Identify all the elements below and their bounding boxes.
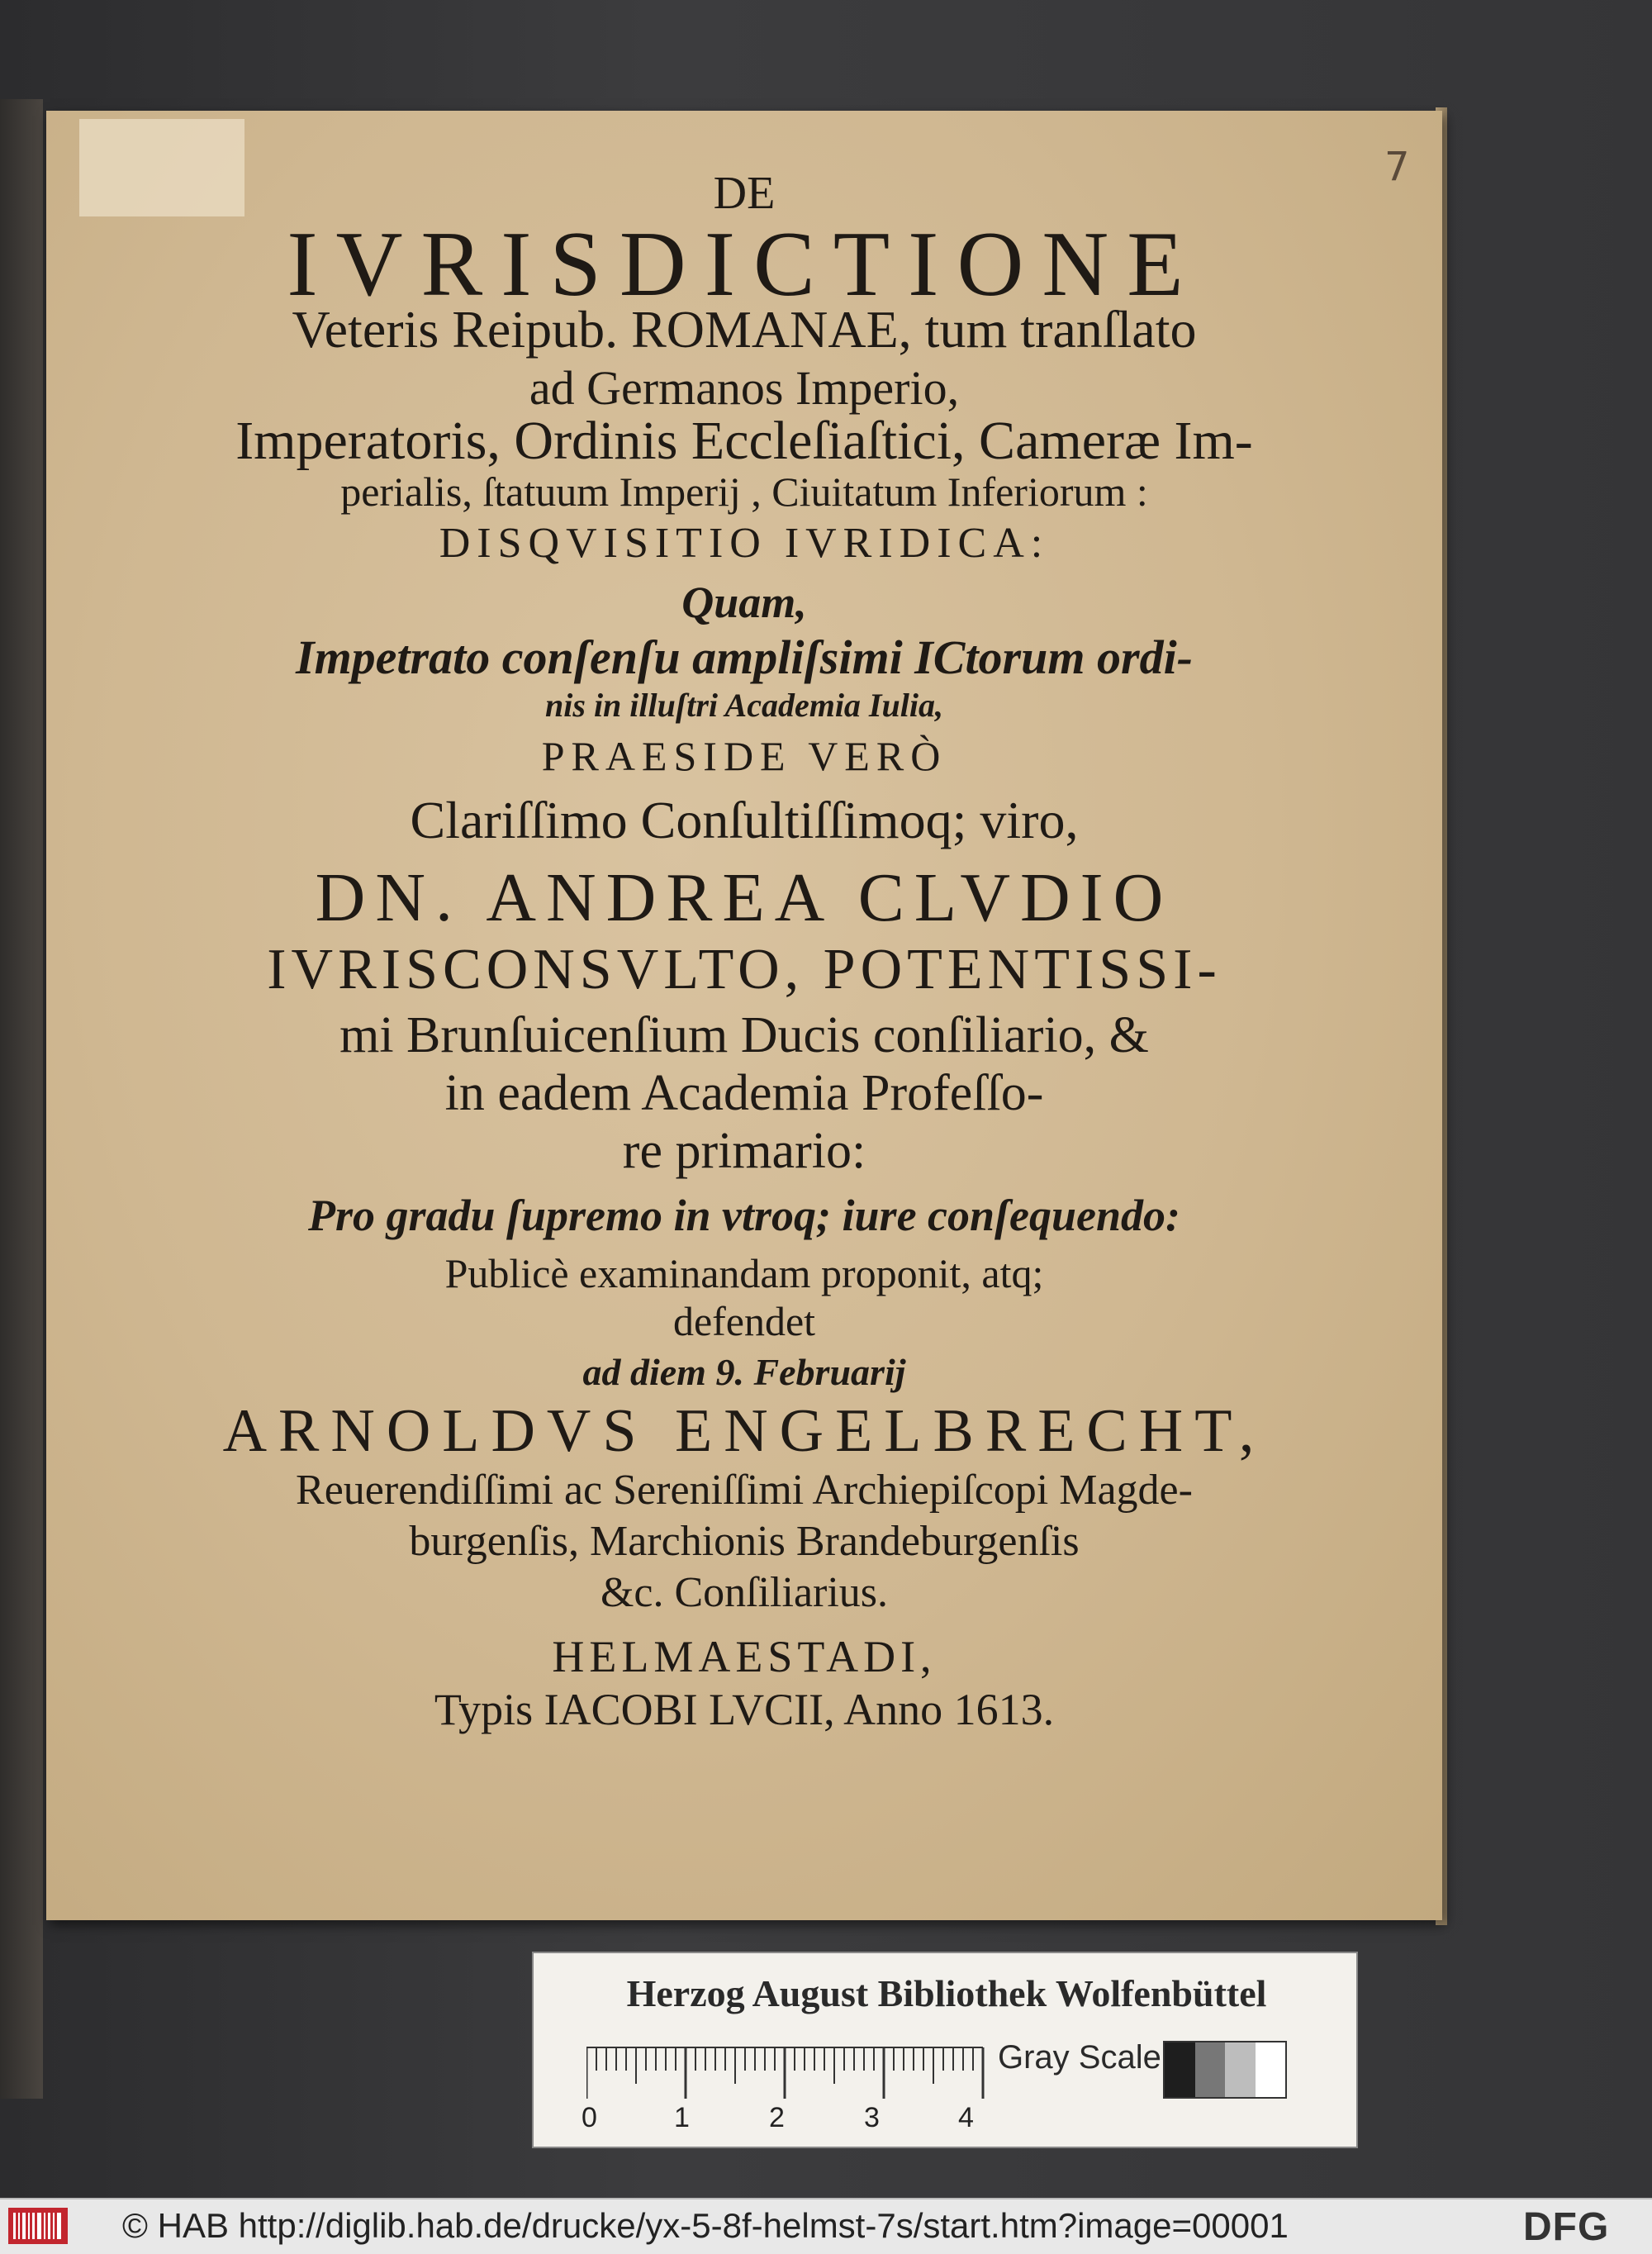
title-line: &c. Conſiliarius. xyxy=(600,1569,889,1616)
library-name: Herzog August Bibliothek Wolfenbüttel xyxy=(626,1972,1267,2014)
title-line: Veteris Reipub. ROMANAE, tum tranſlato xyxy=(292,300,1197,359)
respondent-name: ARNOLDVS ENGELBRECHT, xyxy=(222,1397,1266,1465)
title-line: perialis, ſtatuum Imperij , Ciuitatum Inferiorum : xyxy=(340,468,1148,515)
title-line: mi Brunſuicenſium Ducis conſiliario, & xyxy=(339,1007,1149,1063)
title-line: Imperatoris, Ordinis Eccleſiaſtici, Cameræ Im- xyxy=(235,411,1253,471)
title-line: Clariſſimo Conſultiſſimoq; viro, xyxy=(410,791,1079,849)
ruler-number: 1 xyxy=(674,2102,690,2133)
ruler-scale xyxy=(586,2044,999,2102)
title-page xyxy=(46,111,1442,1920)
barcode-icon xyxy=(8,2208,68,2244)
gray-patch-light xyxy=(1225,2042,1256,2097)
title-line-de: DE xyxy=(713,168,776,219)
copyright-url[interactable]: © HAB http://diglib.hab.de/drucke/yx-5-8f-helmst-7s/start.htm?image=00001 xyxy=(122,2206,1289,2245)
title-line: Reuerendiſſimi ac Sereniſſimi Archiepiſcopi Magde- xyxy=(296,1467,1193,1514)
title-line: nis in illuſtri Academia Iulia, xyxy=(545,687,943,724)
title-line: ad Germanos Imperio, xyxy=(529,361,960,415)
gray-patch-white xyxy=(1256,2042,1286,2097)
praeses-name: DN. ANDREA CLVDIO xyxy=(315,859,1174,936)
library-color-card xyxy=(532,1952,1358,2148)
title-line: in eadem Academia Profeſſo- xyxy=(444,1065,1044,1121)
title-main: IVRISDICTIONE xyxy=(287,213,1202,316)
gray-patch-dark xyxy=(1195,2042,1226,2097)
ruler-number: 0 xyxy=(582,2102,597,2133)
title-line: Publicè examinandam proponit, atq; xyxy=(444,1250,1044,1296)
ruler-ticks xyxy=(586,2047,983,2099)
footer-bar xyxy=(0,2198,1652,2254)
pencil-mark: 7 xyxy=(1384,144,1410,190)
gray-patch-black xyxy=(1165,2042,1195,2097)
dfg-logo: DFG xyxy=(1523,2205,1610,2249)
imprint-line: Typis IACOBI LVCII, Anno 1613. xyxy=(434,1685,1055,1734)
praeside-line: PRAESIDE VERÒ xyxy=(541,733,947,779)
subtitle-disquisitio: DISQVISITIO IVRIDICA: xyxy=(439,520,1050,567)
title-line: defendet xyxy=(672,1298,816,1344)
gray-scale-label: Gray Scale xyxy=(998,2039,1161,2076)
gray-scale-swatch xyxy=(1163,2041,1287,2099)
title-line: burgenſis, Marchionis Brandeburgenſis xyxy=(409,1518,1080,1565)
adjacent-page-edge xyxy=(0,99,43,2099)
title-line: Pro gradu ſupremo in vtroq; iure conſequendo: xyxy=(307,1191,1181,1240)
title-line-quam: Quam, xyxy=(681,578,807,627)
ruler-number: 4 xyxy=(958,2102,974,2133)
ruler-number: 2 xyxy=(769,2102,785,2133)
ruler-number: 3 xyxy=(864,2102,880,2133)
title-line: re primario: xyxy=(622,1123,866,1179)
date-line: ad diem 9. Februarij xyxy=(582,1351,906,1393)
title-line: IVRISCONSVLTO, POTENTISSI- xyxy=(267,938,1222,1001)
title-line: Impetrato conſenſu ampliſsimi ICtorum ordi- xyxy=(296,630,1193,684)
imprint-place: HELMAESTADI, xyxy=(552,1632,937,1681)
